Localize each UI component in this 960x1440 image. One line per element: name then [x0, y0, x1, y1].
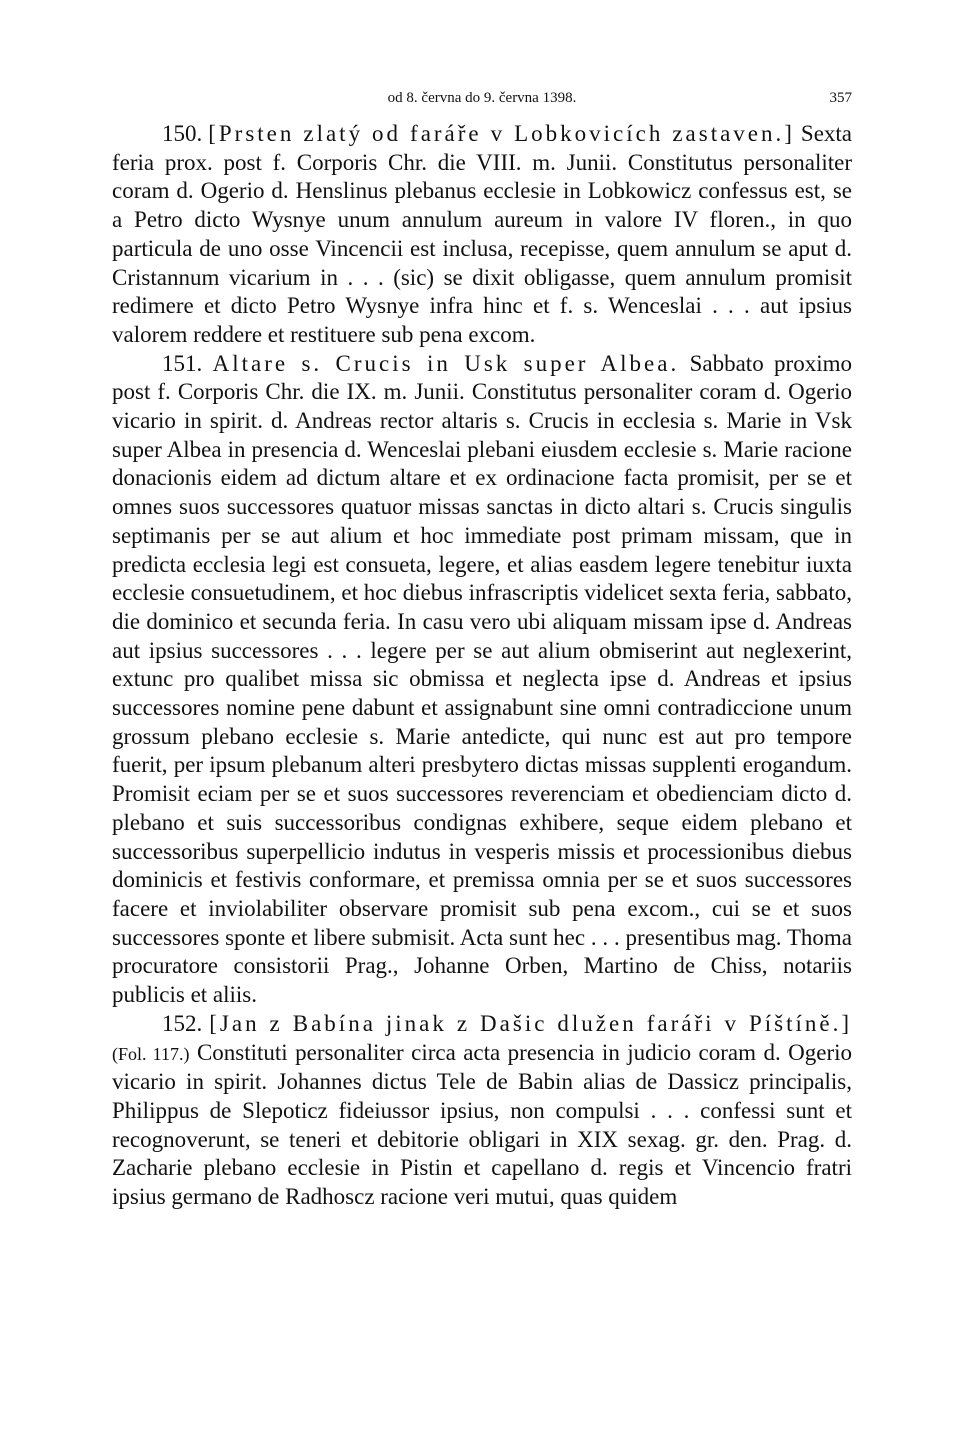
entry-text: Constituti personaliter circa acta presencia in judicio coram d. Ogerio vicario in spirit. Johannes dictus Tele de Babin alias de Dassicz principalis, Philippus de Slepoticz fideiussor ipsius, non compulsi . . . confessi sunt et recognoverunt, se teneri et debitorie obligari in XIX sexag. gr. den. Prag. d. Zacharie plebano ecclesie in Pistin et capellano d. regis et Vincencio fratri ipsius germano de Radhoscz racione veri mutui, quas quidem — [112, 1039, 852, 1210]
entry-151 — [112, 350, 852, 1010]
entry-text: Sabbato proximo post f. Corporis Chr. die IX. m. Junii. Constitutus personaliter coram d. Ogerio vicario in spirit. d. Andreas rector altaris s. Crucis in ecclesia s. Marie in Vsk super Albea in presencia d. Wenceslai plebani eiusdem ecclesie s. Marie racione donacionis eidem ad dictum altare et ex ordinacione facta promisit, per se et omnes suos successores quatuor missas sanctas in dicto altari s. Crucis singulis septimanis per se aut alium et hoc immediate post primam missam, que in predicta ecclesia legi est consueta, legere, et alias easdem legere tenebitur iuxta ecclesie consuetudinem, et hoc diebus infrascriptis videlicet sexta feria, sabbato, die dominico et secunda feria. In casu vero ubi aliquam missam ipse d. Andreas aut ipsius successores . . . legere per se aut alium obmiserint aut neglexerint, extunc pro qualibet missa sic obmissa et neglecta ipse d. Andreas et ipsius successores nomine pene dabunt et assignabunt sine omni contradiccione unum grossum plebano ecclesie s. Marie antedicte, qui nunc est aut pro tempore fuerit, per ipsum plebanum alteri presbytero dictas missas supplenti erogandum. Promisit eciam per se et suos successores reverenciam et obedienciam dicto d. plebano et suis successoribus condignas exhibere, seque eidem plebano et successoribus superpellicio indutus in vesperis missis et processionibus diebus dominicis et festivis conformare, et premissa omnia per se et suos successores facere et inviolabiliter observare promisit sub pena excom., cui se et suos successores sponte et libere submisit. Acta sunt hec . . . presentibus mag. Thoma procuratore consistorii Prag., Johanne Orben, Martino de Chiss, notariis publicis et aliis. — [112, 350, 852, 1008]
entry-150 — [112, 120, 852, 350]
entry-heading: [Jan z Babína jinak z Dašic dlužen faráři v Píštíně.] — [209, 1010, 852, 1036]
document-body — [112, 120, 852, 1212]
running-head — [112, 80, 852, 120]
entry-heading: [Prsten zlatý od faráře v Lobkovicích zastaven.] — [208, 121, 795, 146]
entry-number: 150. — [162, 121, 203, 146]
entry-152 — [112, 1010, 852, 1212]
folio-reference: (Fol. 117.) — [112, 1043, 190, 1064]
entry-heading: Altare s. Crucis in Usk super Albea. — [212, 350, 680, 376]
document-page — [112, 80, 852, 1212]
running-head-title: od 8. června do 9. června 1398. — [387, 90, 577, 106]
entry-number: 151. — [162, 350, 203, 376]
page-number: 357 — [829, 90, 852, 106]
entry-text: Sexta feria prox. post f. Corporis Chr. die VIII. m. Junii. Constitutus personaliter coram d. Ogerio d. Henslinus plebanus ecclesie in Lobkowicz confessus est, se a Petro dicto Wysnye unum annulum aureum in valore IV floren., in quo particula de uno osse Vincencii est inclusa, recepisse, quem annulum se aput d. Cristannum vicarium in . . . (sic) se dixit obligasse, quem annulum promisit redimere et dicto Petro Wysnye infra hinc et f. s. Wenceslai . . . aut ipsius valorem reddere et restituere sub pena excom. — [112, 121, 853, 347]
entry-number: 152. — [162, 1010, 203, 1036]
